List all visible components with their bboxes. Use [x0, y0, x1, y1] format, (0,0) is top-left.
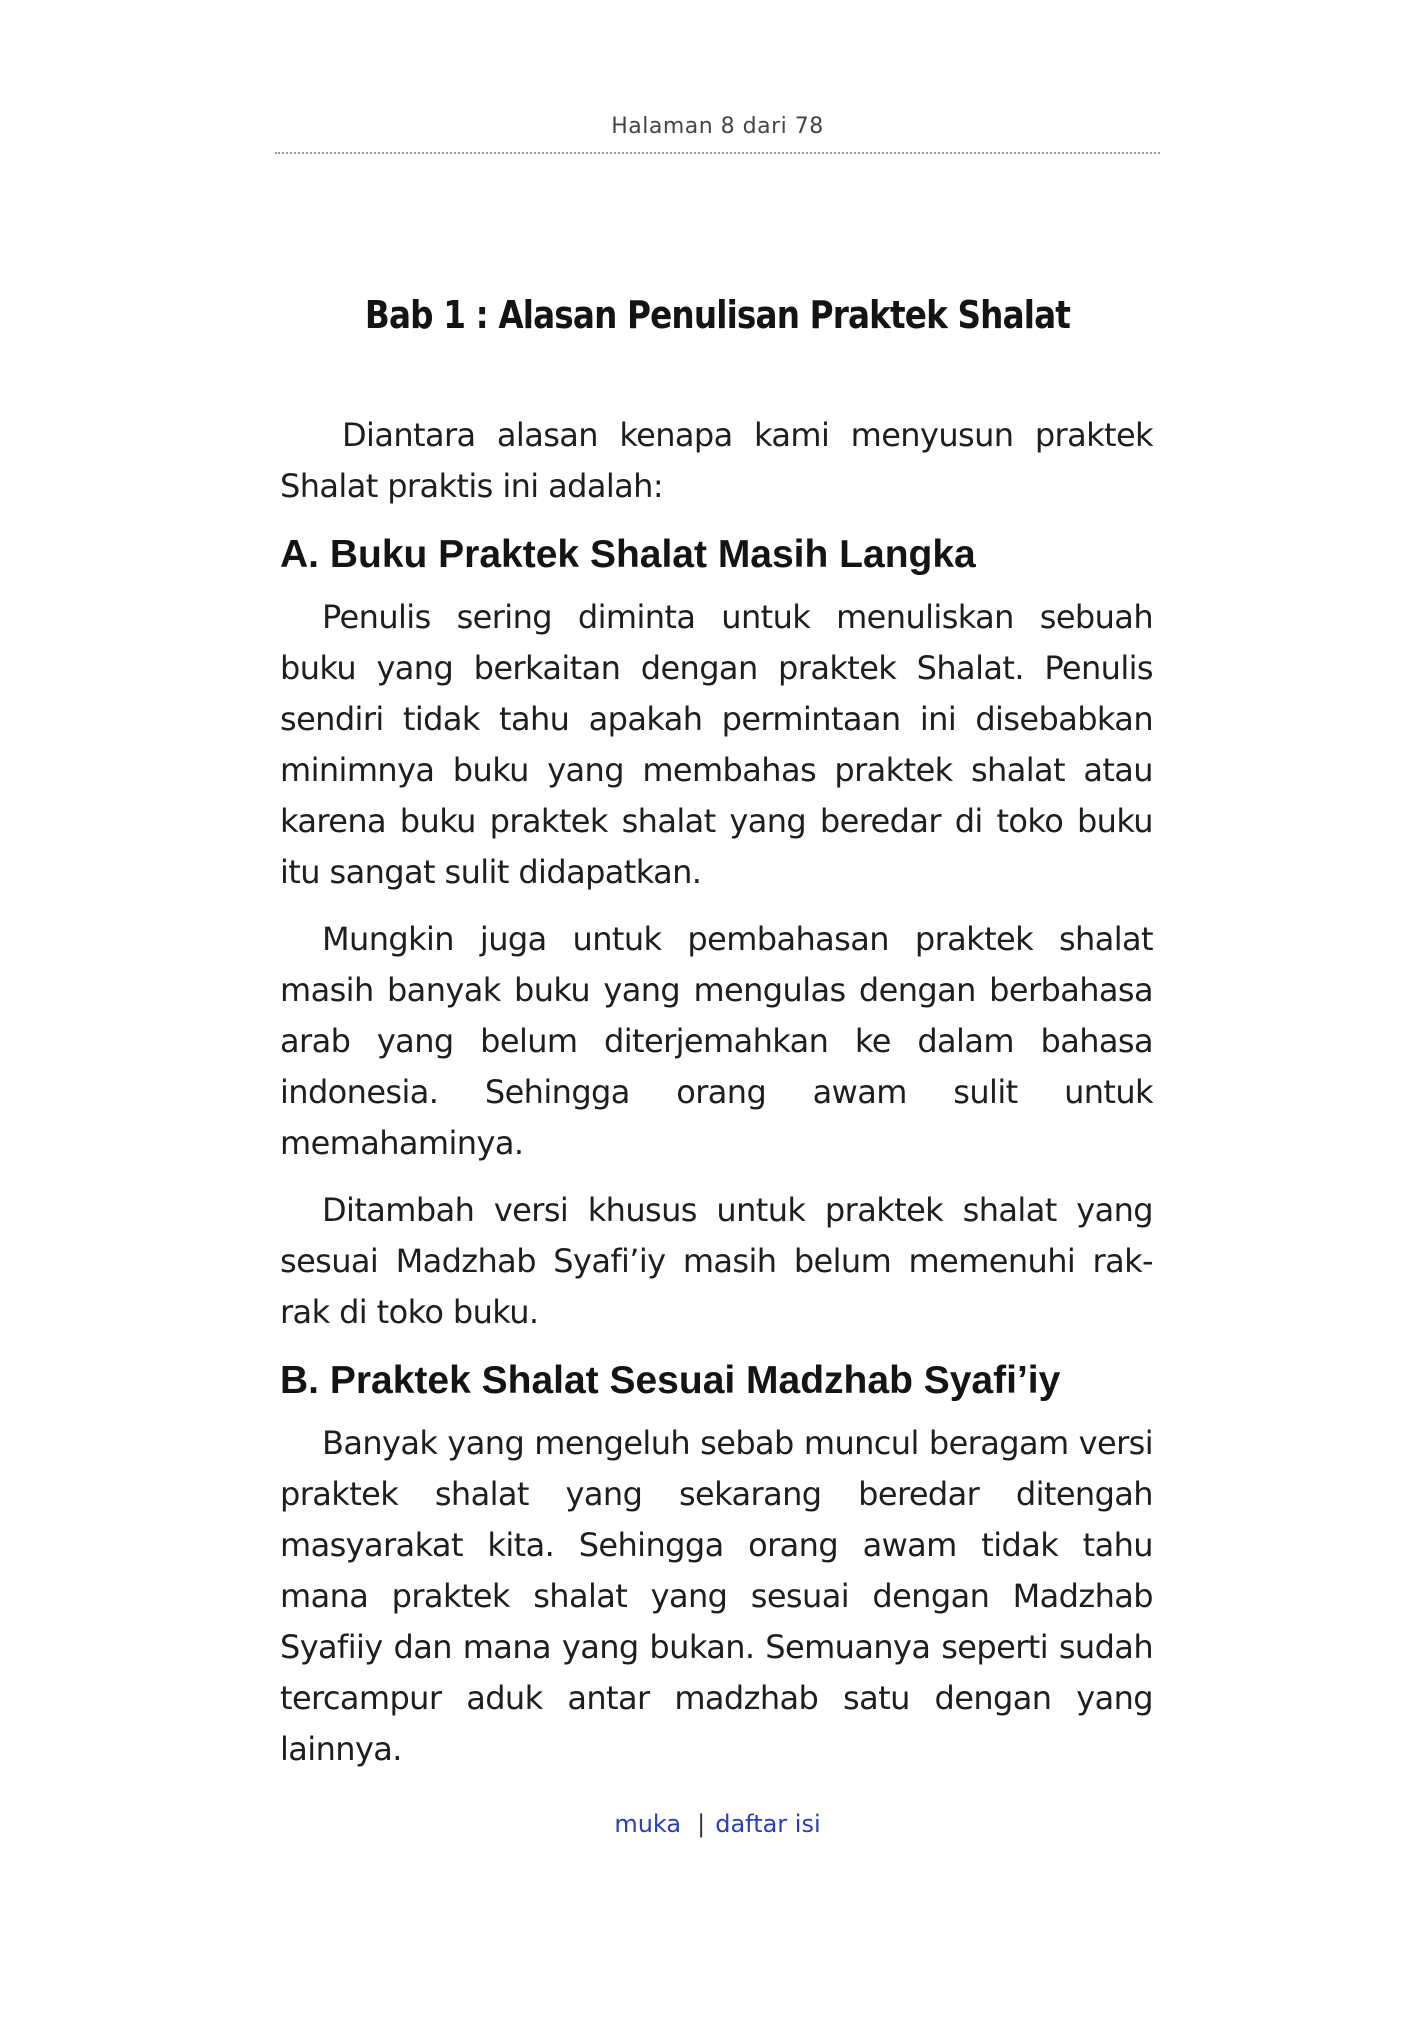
footer-navigation: [275, 1810, 1160, 1838]
page-content: [280, 410, 1153, 1791]
intro-paragraph: Diantara alasan kenapa kami menyusun praktek Shalat praktis ini adalah:: [280, 416, 1153, 505]
section-a-paragraph-3: Ditambah versi khusus untuk praktek shalat yang sesuai Madzhab Syafi’iy masih belum memenuhi rak-rak di toko buku.: [280, 1191, 1153, 1331]
table-of-contents-link[interactable]: daftar isi: [715, 1810, 821, 1838]
section-heading-a: A. Buku Praktek Shalat Masih Langka: [280, 533, 976, 576]
page-indicator: Halaman 8 dari 78: [611, 114, 824, 139]
header-divider: [275, 152, 1160, 154]
section-a-paragraph-1: Penulis sering diminta untuk menuliskan sebuah buku yang berkaitan dengan praktek Shalat. Penulis sendiri tidak tahu apakah permintaan ini disebabkan minimnya buku yang membahas praktek shalat atau karena buku praktek shalat yang beredar di toko buku itu sangat sulit didapatkan.: [280, 598, 1153, 891]
section-a-paragraph-2: Mungkin juga untuk pembahasan praktek shalat masih banyak buku yang mengulas dengan berbahasa arab yang belum diterjemahkan ke dalam bahasa indonesia. Sehingga orang awam sulit untuk memahaminya.: [280, 920, 1153, 1162]
chapter-title: Bab 1 : Alasan Penulisan Praktek Shalat: [364, 293, 1071, 338]
section-b-paragraph-1: Banyak yang mengeluh sebab muncul beragam versi praktek shalat yang sekarang beredar ditengah masyarakat kita. Sehingga orang awam tidak tahu mana praktek shalat yang sesuai dengan Madzhab Syafiiy dan mana yang bukan. Semuanya seperti sudah tercampur aduk antar madzhab satu dengan yang lainnya.: [280, 1424, 1153, 1768]
footer-separator: |: [697, 1810, 706, 1838]
home-link[interactable]: muka: [614, 1810, 682, 1838]
section-heading-b: B. Praktek Shalat Sesuai Madzhab Syafi’iy: [280, 1359, 1061, 1402]
